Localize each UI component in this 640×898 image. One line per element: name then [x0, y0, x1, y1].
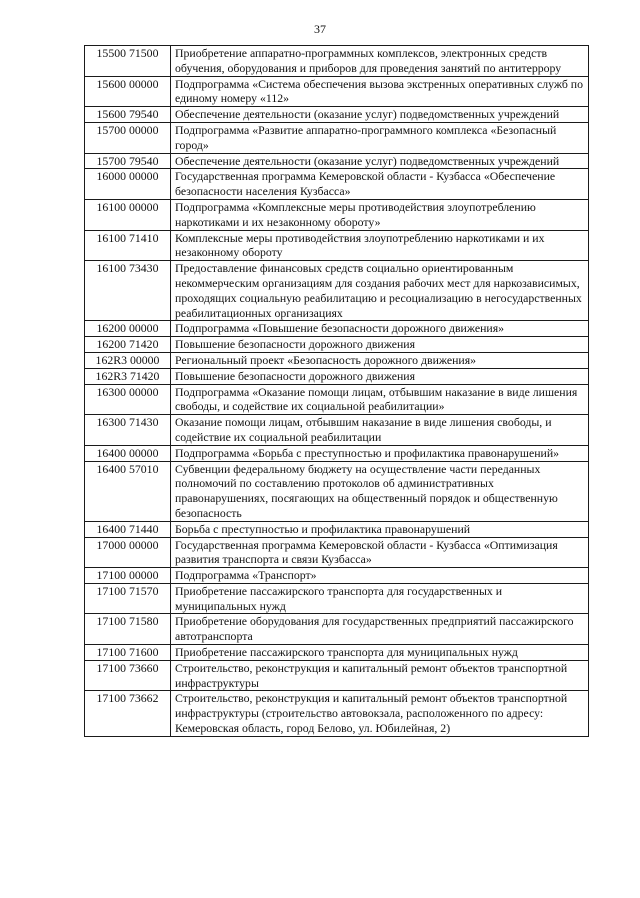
row-code-cell: 16400 57010: [85, 461, 171, 521]
table-row: [85, 660, 589, 691]
row-description-cell: Подпрограмма «Оказание помощи лицам, отбывшим наказание в виде лишения свободы, и содействие их социальной реабилитации»: [171, 384, 589, 415]
row-code-cell: 16200 00000: [85, 321, 171, 337]
table-row: [85, 445, 589, 461]
row-description-cell: Предоставление финансовых средств социально ориентированным некоммерческим организациям для создания рабочих мест для наркозависимых, проходящих социальную реабилитацию и ресоциализацию в негосударственных реабилитационных организациях: [171, 261, 589, 321]
row-code-cell: 162R3 00000: [85, 352, 171, 368]
row-description-cell: Оказание помощи лицам, отбывшим наказание в виде лишения свободы, и содействие их социальной реабилитации: [171, 415, 589, 446]
row-code-cell: 15600 00000: [85, 76, 171, 107]
row-code-cell: 16400 71440: [85, 521, 171, 537]
table-row: [85, 384, 589, 415]
row-code-cell: 17100 00000: [85, 568, 171, 584]
row-code-cell: 15600 79540: [85, 107, 171, 123]
table-row: [85, 321, 589, 337]
table-row: [85, 352, 589, 368]
row-description-cell: Строительство, реконструкция и капитальный ремонт объектов транспортной инфраструктуры: [171, 660, 589, 691]
row-code-cell: 16100 73430: [85, 261, 171, 321]
row-code-cell: 17100 71600: [85, 645, 171, 661]
table-row: [85, 461, 589, 521]
row-code-cell: 17100 71580: [85, 614, 171, 645]
table-row: [85, 645, 589, 661]
table-row: [85, 107, 589, 123]
row-description-cell: Субвенции федеральному бюджету на осуществление части переданных полномочий по составлению протоколов об административных правонарушениях, посягающих на общественный порядок и общественную безопасность: [171, 461, 589, 521]
row-code-cell: 15500 71500: [85, 46, 171, 77]
table-row: [85, 122, 589, 153]
row-description-cell: Обеспечение деятельности (оказание услуг) подведомственных учреждений: [171, 107, 589, 123]
table-row: [85, 368, 589, 384]
table-row: [85, 169, 589, 200]
table-row: [85, 337, 589, 353]
table-row: [85, 415, 589, 446]
table-body: [85, 46, 589, 737]
row-code-cell: 16100 71410: [85, 230, 171, 261]
row-code-cell: 16200 71420: [85, 337, 171, 353]
row-code-cell: 15700 00000: [85, 122, 171, 153]
row-code-cell: 15700 79540: [85, 153, 171, 169]
row-description-cell: Государственная программа Кемеровской области - Кузбасса «Обеспечение безопасности населения Кузбасса»: [171, 169, 589, 200]
table-row: [85, 691, 589, 736]
row-description-cell: Повышение безопасности дорожного движения: [171, 337, 589, 353]
row-description-cell: Подпрограмма «Транспорт»: [171, 568, 589, 584]
row-code-cell: 17100 71570: [85, 583, 171, 614]
row-description-cell: Подпрограмма «Повышение безопасности дорожного движения»: [171, 321, 589, 337]
row-description-cell: Региональный проект «Безопасность дорожного движения»: [171, 352, 589, 368]
row-code-cell: 16300 71430: [85, 415, 171, 446]
table-row: [85, 76, 589, 107]
table-row: [85, 521, 589, 537]
row-code-cell: 17100 73660: [85, 660, 171, 691]
table-row: [85, 261, 589, 321]
row-code-cell: 16000 00000: [85, 169, 171, 200]
table-row: [85, 153, 589, 169]
budget-code-table: [84, 45, 589, 737]
table-row: [85, 583, 589, 614]
row-code-cell: 16300 00000: [85, 384, 171, 415]
row-code-cell: 162R3 71420: [85, 368, 171, 384]
row-description-cell: Комплексные меры противодействия злоупотреблению наркотиками и их незаконному обороту: [171, 230, 589, 261]
row-description-cell: Обеспечение деятельности (оказание услуг) подведомственных учреждений: [171, 153, 589, 169]
row-description-cell: Приобретение оборудования для государственных предприятий пассажирского автотранспорта: [171, 614, 589, 645]
row-description-cell: Борьба с преступностью и профилактика правонарушений: [171, 521, 589, 537]
row-description-cell: Приобретение аппаратно-программных комплексов, электронных средств обучения, оборудования и приборов для проведения занятий по антитеррору: [171, 46, 589, 77]
row-code-cell: 17000 00000: [85, 537, 171, 568]
row-description-cell: Приобретение пассажирского транспорта для государственных и муниципальных нужд: [171, 583, 589, 614]
row-description-cell: Государственная программа Кемеровской области - Кузбасса «Оптимизация развития транспорта и связи Кузбасса»: [171, 537, 589, 568]
row-code-cell: 16100 00000: [85, 199, 171, 230]
table-row: [85, 199, 589, 230]
table-row: [85, 568, 589, 584]
page-number: 37: [314, 22, 326, 36]
row-description-cell: Подпрограмма «Система обеспечения вызова экстренных оперативных служб по единому номеру «112»: [171, 76, 589, 107]
row-code-cell: 17100 73662: [85, 691, 171, 736]
row-description-cell: Строительство, реконструкция и капитальный ремонт объектов транспортной инфраструктуры (строительство автовокзала, расположенного по адресу: Кемеровская область, город Белово, ул. Юбилейная, 2): [171, 691, 589, 736]
row-description-cell: Повышение безопасности дорожного движения: [171, 368, 589, 384]
table-row: [85, 614, 589, 645]
table-row: [85, 230, 589, 261]
row-description-cell: Подпрограмма «Комплексные меры противодействия злоупотреблению наркотиками и их незаконному обороту»: [171, 199, 589, 230]
row-code-cell: 16400 00000: [85, 445, 171, 461]
row-description-cell: Подпрограмма «Борьба с преступностью и профилактика правонарушений»: [171, 445, 589, 461]
row-description-cell: Подпрограмма «Развитие аппаратно-программного комплекса «Безопасный город»: [171, 122, 589, 153]
row-description-cell: Приобретение пассажирского транспорта для муниципальных нужд: [171, 645, 589, 661]
table-row: [85, 46, 589, 77]
table-row: [85, 537, 589, 568]
